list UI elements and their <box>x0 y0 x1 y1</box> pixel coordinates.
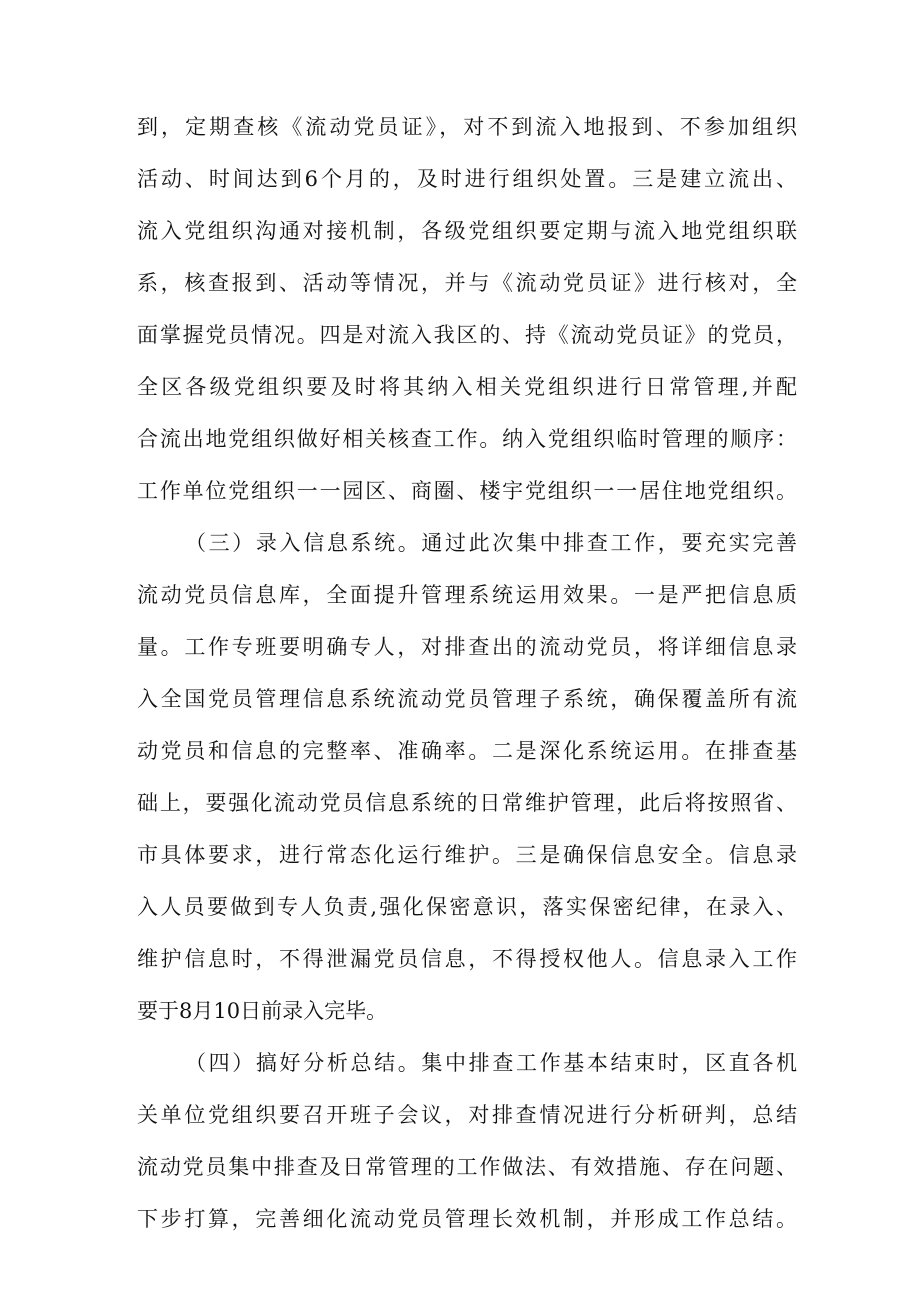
text-line-1: 到，定期查核《流动党员证》，对不到流入地报到、不参加组织 <box>137 115 797 139</box>
text-line-14: 础上，要强化流动党员信息系统的日常维护管理，此后将按照省、 <box>137 791 797 815</box>
text-line-18: 要于8月10日前录入完毕。 <box>137 999 388 1023</box>
text-line-22: 下步打算，完善细化流动党员管理长效机制，并形成工作总结。 <box>137 1207 797 1231</box>
text-line-5: 面掌握党员情况。四是对流入我区的、持《流动党员证》的党员， <box>137 323 797 347</box>
text-line-7: 合流出地党组织做好相关核查工作。纳入党组织临时管理的顺序： <box>137 427 797 451</box>
text-line-6: 全区各级党组织要及时将其纳入相关党组织进行日常管理,并配 <box>137 375 797 399</box>
text-line-3: 流入党组织沟通对接机制，各级党组织要定期与流入地党组织联 <box>137 219 797 243</box>
text-line-4: 系，核查报到、活动等情况，并与《流动党员证》进行核对，全 <box>137 271 797 295</box>
text-line-17: 维护信息时，不得泄漏党员信息，不得授权他人。信息录入工作 <box>137 947 797 971</box>
text-line-11: 量。工作专班要明确专人，对排查出的流动党员，将详细信息录 <box>137 635 797 659</box>
text-line-10: 流动党员信息库，全面提升管理系统运用效果。一是严把信息质 <box>137 583 797 607</box>
text-line-13: 动党员和信息的完整率、准确率。二是深化系统运用。在排查基 <box>137 739 797 763</box>
text-line-15: 市具体要求，进行常态化运行维护。三是确保信息安全。信息录 <box>137 843 797 867</box>
text-line-16: 入人员要做到专人负责,强化保密意识，落实保密纪律，在录入、 <box>137 895 797 919</box>
paragraph-3-first-line: （三）录入信息系统。通过此次集中排查工作，要充实完善 <box>185 531 797 555</box>
paragraph-4-first-line: （四）搞好分析总结。集中排查工作基本结束时，区直各机 <box>185 1051 797 1075</box>
text-line-8: 工作单位党组织一一园区、商圈、楼宇党组织一一居住地党组织。 <box>137 479 797 503</box>
text-line-20: 关单位党组织要召开班子会议，对排查情况进行分析研判，总结 <box>137 1103 797 1127</box>
text-line-12: 入全国党员管理信息系统流动党员管理子系统，确保覆盖所有流 <box>137 687 797 711</box>
text-line-21: 流动党员集中排查及日常管理的工作做法、有效措施、存在问题、 <box>137 1155 797 1179</box>
text-line-2: 活动、时间达到6个月的，及时进行组织处置。三是建立流出、 <box>137 167 797 191</box>
